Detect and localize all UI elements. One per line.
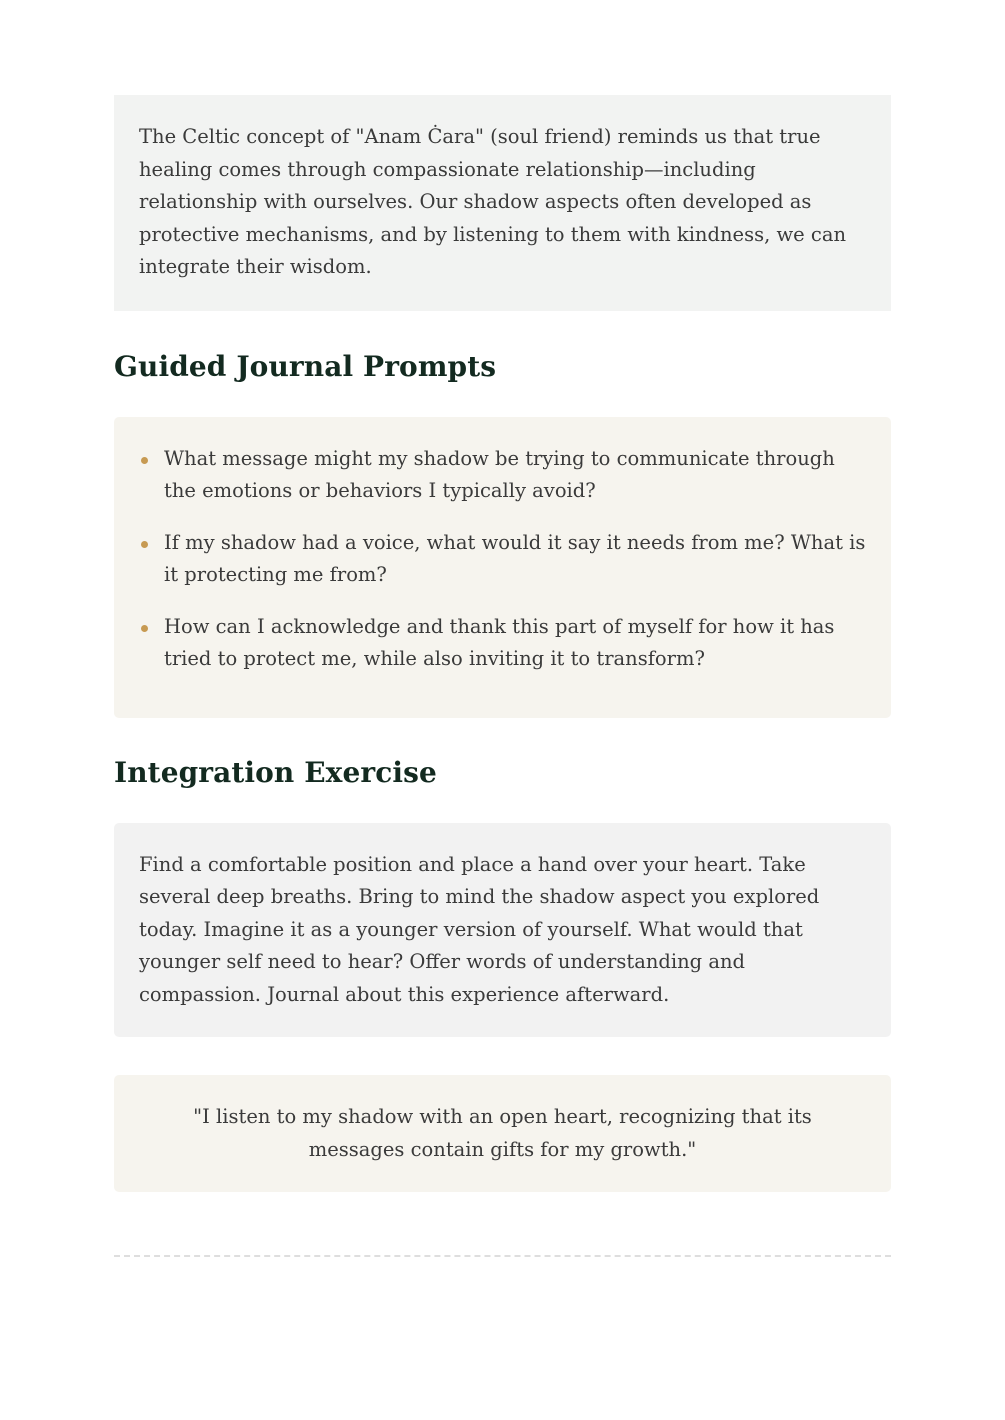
prompt-item	[139, 611, 866, 676]
bullet-dot-icon	[141, 541, 148, 548]
prompt-item	[139, 527, 866, 592]
affirmation-text: "I listen to my shadow with an open heart, recognizing that its messages contain gifts for my growth."	[193, 1105, 812, 1161]
intro-box	[114, 95, 891, 311]
bullet-dot-icon	[141, 457, 148, 464]
journal-prompts-box	[114, 417, 891, 718]
integration-exercise-text: Find a comfortable position and place a hand over your heart. Take several deep breaths. Bring to mind the shadow aspect you explored today. Imagine it as a younger version of yourself. What would that younger self need to hear? Offer words of understanding and compassion. Journal about this experience afterward.	[139, 852, 820, 1006]
prompt-item	[139, 443, 866, 508]
dashed-divider	[114, 1255, 891, 1257]
prompt-text: If my shadow had a voice, what would it say it needs from me? What is it protecting me from?	[164, 530, 866, 586]
journal-prompts-heading: Guided Journal Prompts	[114, 349, 497, 383]
affirmation-box	[114, 1075, 891, 1192]
prompt-text: What message might my shadow be trying to communicate through the emotions or behaviors I typically avoid?	[164, 446, 835, 502]
content-column	[114, 95, 891, 1192]
integration-exercise-box	[114, 823, 891, 1038]
integration-exercise-heading: Integration Exercise	[114, 755, 437, 789]
bullet-dot-icon	[141, 625, 148, 632]
intro-text: The Celtic concept of "Anam Ċara" (soul friend) reminds us that true healing comes through compassionate relationship—including relationship with ourselves. Our shadow aspects often developed as protective mechanisms, and by listening to them with kindness, we can integrate their wisdom.	[139, 125, 847, 278]
prompt-list	[139, 443, 866, 676]
prompt-text: How can I acknowledge and thank this part of myself for how it has tried to protect me, while also inviting it to transform?	[164, 614, 835, 670]
